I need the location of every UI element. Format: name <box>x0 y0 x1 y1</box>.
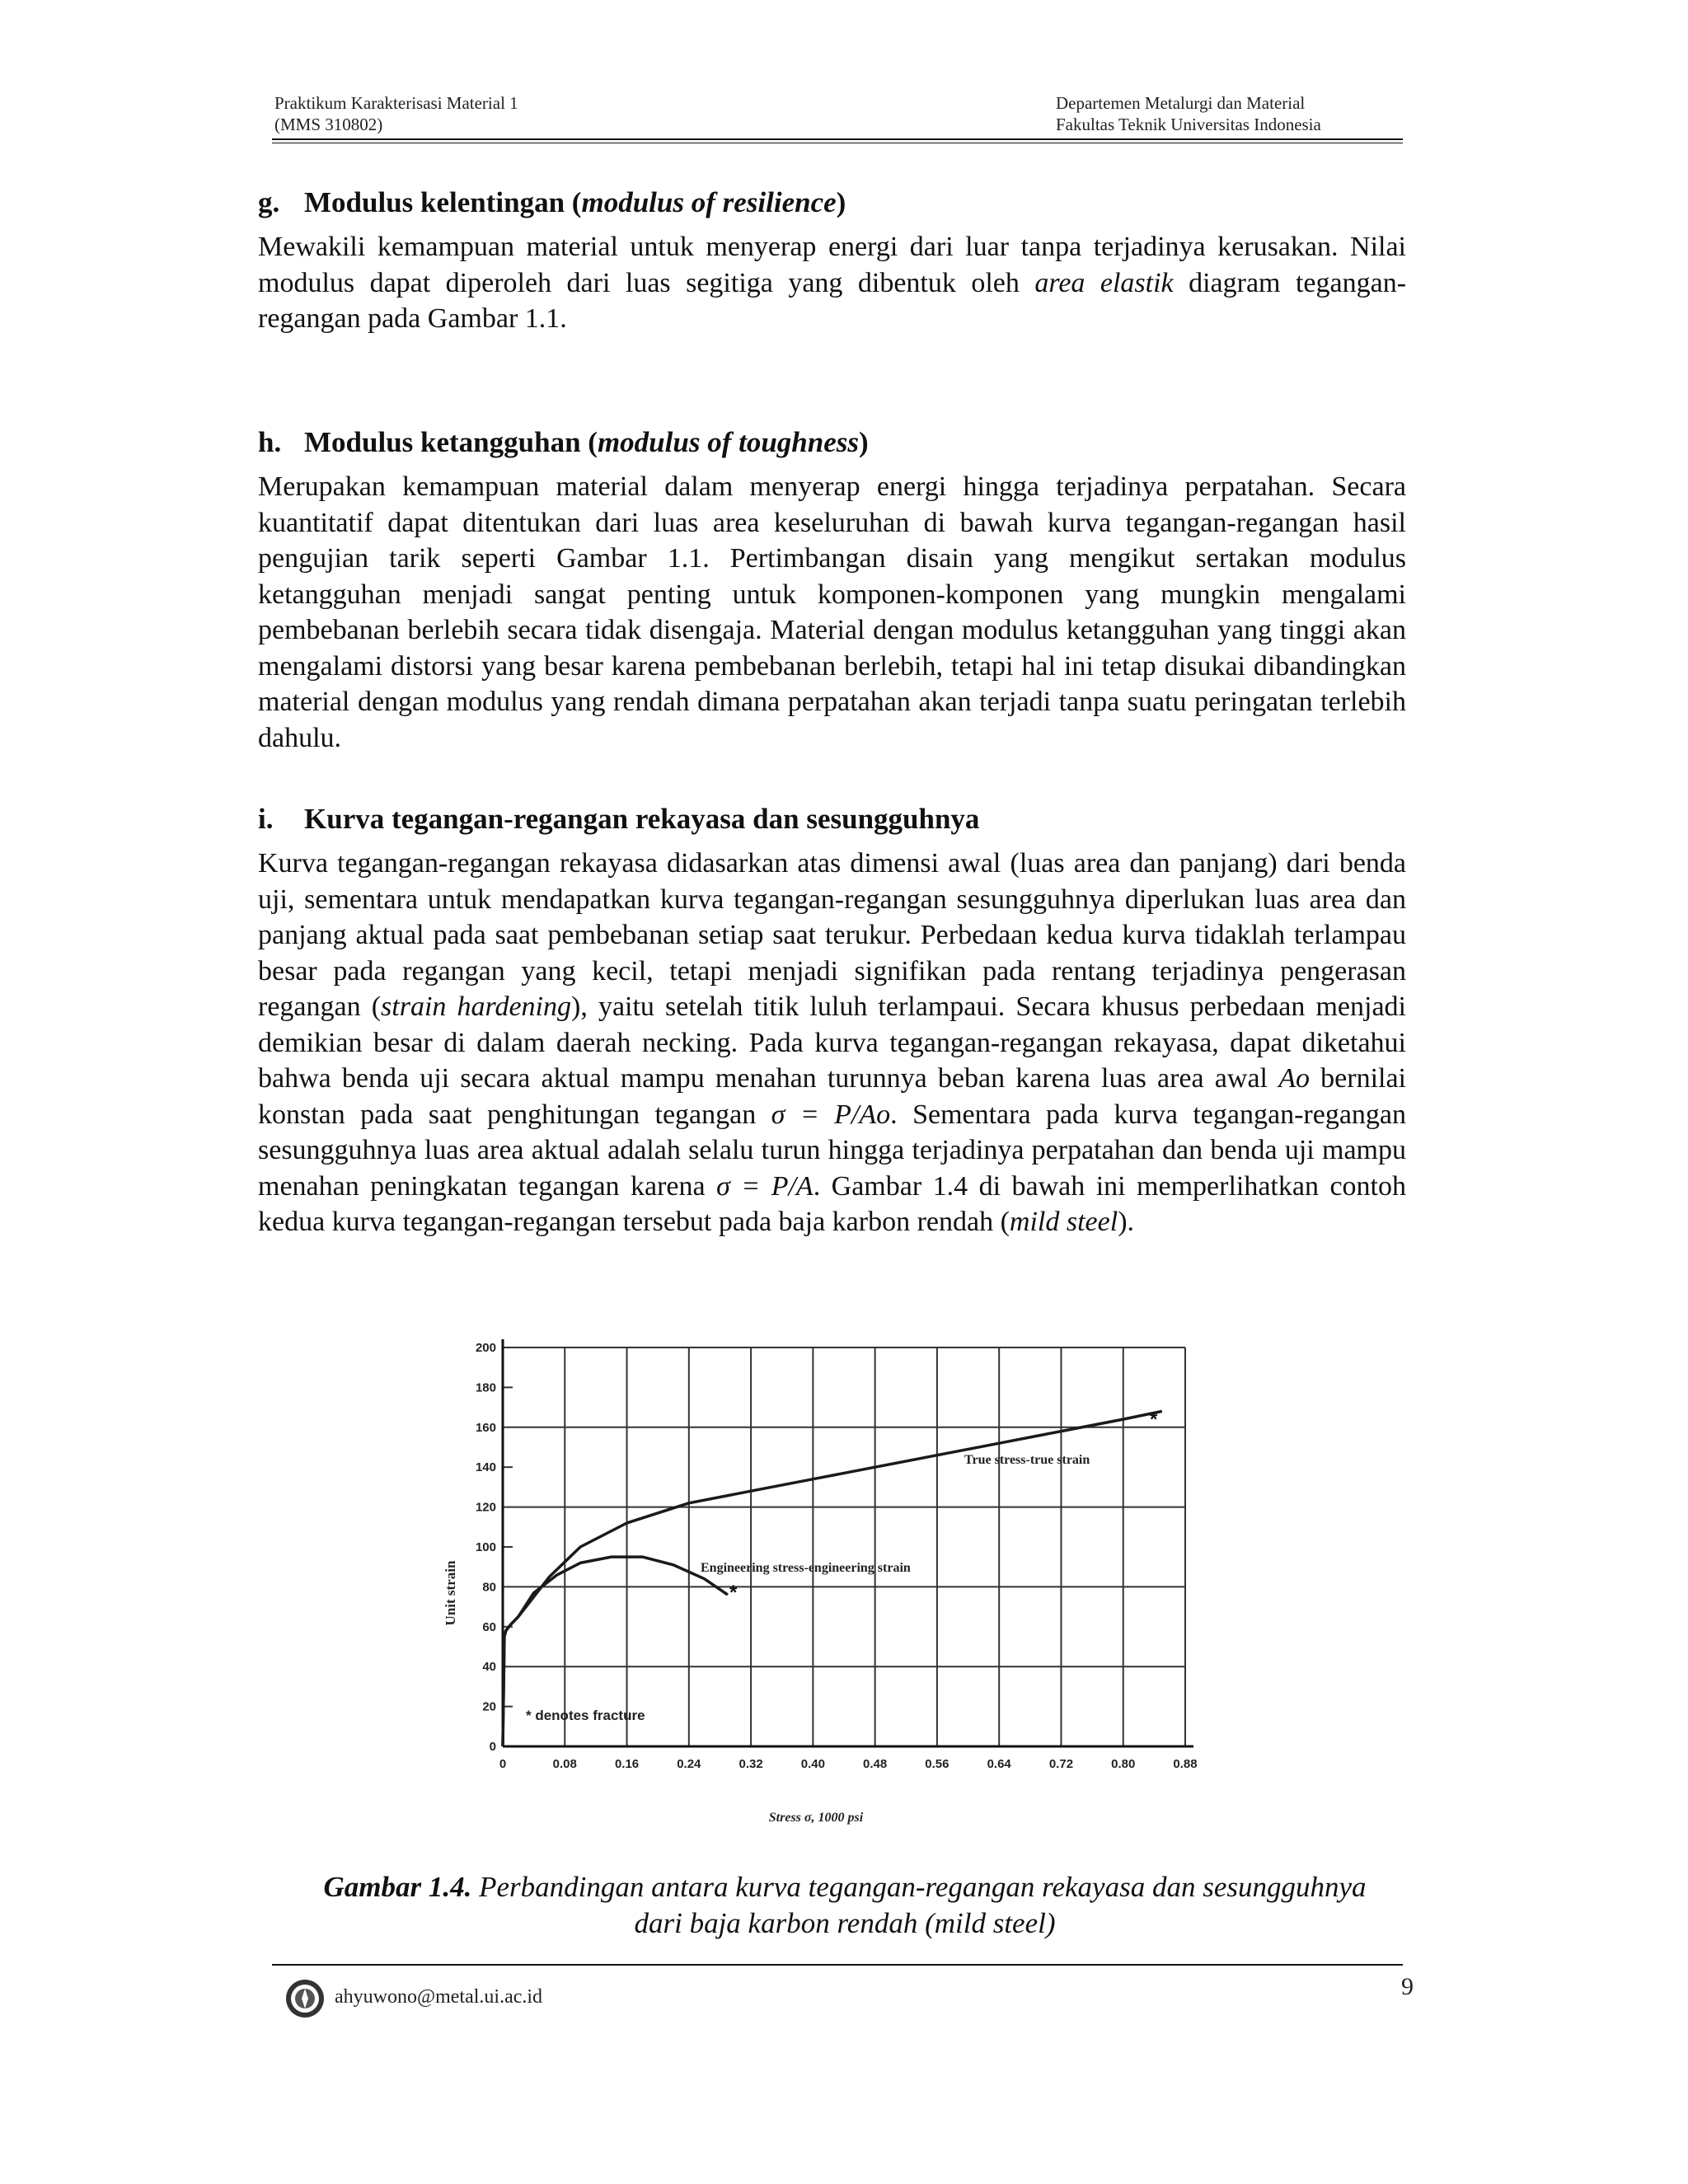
university-logo-icon <box>284 1978 326 2019</box>
course-title: Praktikum Karakterisasi Material 1 <box>274 93 518 113</box>
department-name: Departemen Metalurgi dan Material <box>1056 93 1306 113</box>
section-h-title: h. Modulus ketangguhan (modulus of toughness) <box>258 426 869 458</box>
eng-curve-label: Engineering stress-engineering strain <box>701 1561 911 1575</box>
x-tick-label: 0.88 <box>1173 1757 1198 1771</box>
figure-stress-strain <box>437 1323 1212 1847</box>
section-h <box>258 424 1406 756</box>
y-axis-label: Unit strain <box>443 1560 458 1626</box>
author-email: ahyuwono@metal.ui.ac.id <box>335 1986 543 2008</box>
x-tick-label: 0.24 <box>677 1757 701 1771</box>
caption-text-2: dari baja karbon rendah (mild steel) <box>634 1907 1056 1939</box>
caption-text-1: Perbandingan antara kurva tegangan-regangan rekayasa dan sesungguhnya <box>471 1871 1367 1903</box>
fracture-note: * denotes fracture <box>526 1708 645 1723</box>
section-h-body: Merupakan kemampuan material dalam menyerap energi hingga terjadinya perpatahan. Secara kuantitatif dapat ditentukan dari luas area keseluruhan di bawah kurva tegangan-regangan hasil pengujian tarik seperti Gambar 1.1. Pertimbangan disain yang mengikut sertakan modulus ketangguhan menjadi sangat penting untuk komponen-komponen yang mungkin mengalami pembebanan berlebih secara tidak disengaja. Material dengan modulus ketangguhan yang tinggi akan mengalami distorsi yang besar karena pembebanan berlebih, tetapi hal ini tetap disukai dibandingkan material dengan modulus yang rendah dimana perpatahan akan terjadi tanpa suatu peringatan terlebih dahulu. <box>258 471 1406 753</box>
y-tick-label: 40 <box>482 1660 496 1675</box>
x-tick-label: 0.40 <box>800 1757 825 1771</box>
true-curve-label: True stress-true strain <box>964 1453 1090 1467</box>
y-tick-label: 80 <box>482 1580 496 1595</box>
y-tick-label: 0 <box>489 1740 496 1754</box>
eng-fracture-marker: * <box>729 1582 738 1604</box>
x-tick-label: 0.72 <box>1048 1757 1074 1771</box>
x-tick-label: 0.32 <box>738 1757 763 1771</box>
figure-caption <box>272 1869 1418 1942</box>
section-i-body: Kurva tegangan-regangan rekayasa didasarkan atas dimensi awal (luas area dan panjang) dari benda uji, sementara untuk mendapatkan kurva tegangan-regangan sesungguhnya diperlukan luas area dan panjang aktual pada saat pembebanan setiap saat terukur. Perbedaan kedua kurva tidaklah terlampau besar pada regangan yang kecil, tetapi menjadi signifikan pada rentang terjadinya pengerasan regangan (strain hardening), yaitu setelah titik luluh terlampaui. Secara khusus perbedaan menjadi demikian besar di dalam daerah necking. Pada kurva tegangan-regangan rekayasa, dapat diketahui bahwa benda uji secara aktual mampu menahan turunnya beban karena luas area awal Ao bernilai konstan pada saat penghitungan tegangan σ = P/Ao. Sementara pada kurva tegangan-regangan sesungguhnya luas area aktual adalah selalu turun hingga terjadinya perpatahan dan benda uji mampu menahan peningkatan tegangan karena σ = P/A. Gambar 1.4 di bawah ini memperlihatkan contoh kedua kurva tegangan-regangan tersebut pada baja karbon rendah (mild steel). <box>258 848 1407 1237</box>
section-g <box>258 185 1406 337</box>
x-tick-label: 0.64 <box>987 1757 1011 1771</box>
section-i-title: i. Kurva tegangan-regangan rekayasa dan sesungguhnya <box>258 803 980 835</box>
y-tick-label: 180 <box>475 1380 496 1395</box>
course-code: (MMS 310802) <box>274 115 383 134</box>
x-tick-label: 0.08 <box>552 1757 577 1771</box>
y-tick-label: 20 <box>482 1699 496 1714</box>
x-tick-label: 0.56 <box>925 1757 950 1771</box>
y-tick-label: 60 <box>482 1619 496 1634</box>
caption-label: Gambar 1.4. <box>323 1871 472 1903</box>
true-fracture-marker: * <box>1150 1408 1158 1431</box>
page-number: 9 <box>1401 1973 1414 2000</box>
section-g-body: Mewakili kemampuan material untuk menyerap energi dari luar tanpa terjadinya kerusakan. Nilai modulus dapat diperoleh dari luas segitiga yang dibentuk oleh area elastik diagram tegangan-regangan pada Gambar 1.1. <box>258 232 1407 334</box>
header-right <box>1056 92 1321 135</box>
x-tick-label: 0.16 <box>614 1757 640 1771</box>
stress-strain-chart <box>437 1323 1212 1847</box>
y-tick-label: 140 <box>475 1460 496 1475</box>
y-tick-label: 100 <box>475 1540 496 1554</box>
faculty-name: Fakultas Teknik Universitas Indonesia <box>1056 115 1321 134</box>
section-g-title: g. Modulus kelentingan (modulus of resilience) <box>258 186 846 218</box>
x-tick-label: 0 <box>499 1757 507 1771</box>
footer-divider <box>272 1964 1403 1966</box>
x-tick-label: 0.80 <box>1111 1757 1136 1771</box>
x-axis-label: Stress σ, 1000 psi <box>768 1811 864 1825</box>
section-i <box>258 801 1406 1240</box>
header-divider <box>272 138 1403 140</box>
y-tick-label: 200 <box>475 1341 496 1355</box>
header-left <box>274 92 518 135</box>
x-tick-label: 0.48 <box>863 1757 888 1771</box>
y-tick-label: 120 <box>475 1500 496 1515</box>
y-tick-label: 160 <box>475 1420 496 1435</box>
